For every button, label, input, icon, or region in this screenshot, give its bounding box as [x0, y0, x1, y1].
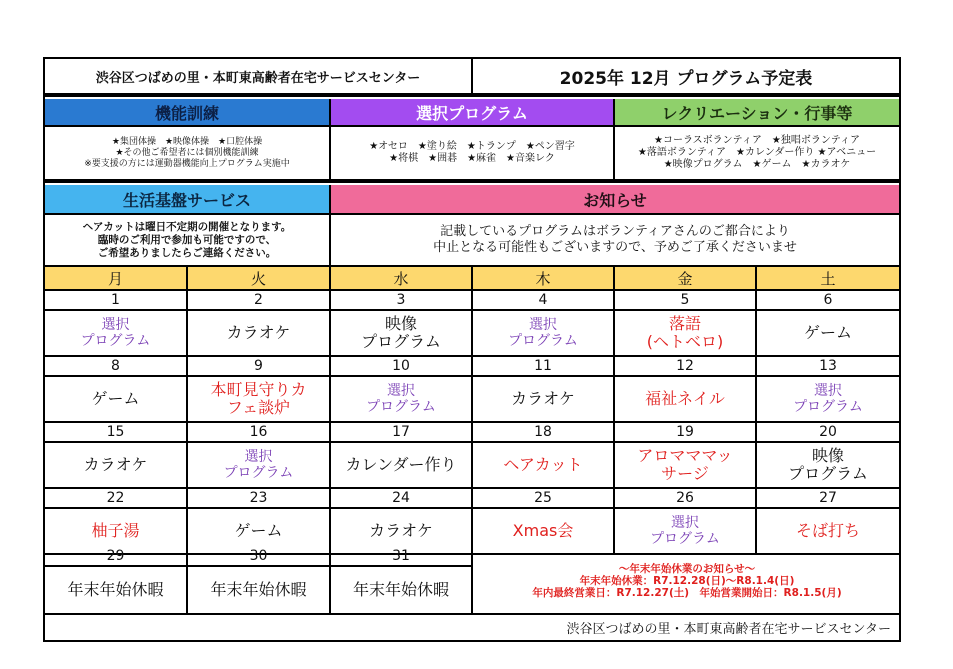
page-title: 2025年 12月 プログラム予定表 [559, 68, 813, 89]
day-number: 25 [473, 489, 615, 507]
category-seikatsu: 生活基盤サービス [45, 185, 331, 213]
footer-facility: 渋谷区つばめの里・本町東高齢者在宅サービスセンター [566, 622, 891, 637]
category-rec: レクリエーション・行事等 [615, 99, 899, 125]
week-2-events [45, 377, 899, 421]
event-text: Xmas会 [512, 521, 574, 540]
event-text: ゲーム [234, 521, 283, 540]
weekday-sat: 土 [757, 267, 899, 289]
event-text: 選択 [671, 515, 699, 531]
event-text: 福祉ネイル [645, 389, 725, 408]
day-number: 24 [331, 489, 473, 507]
day-number: 16 [188, 423, 331, 441]
event-text: 映像 [384, 314, 417, 333]
holiday-notice: ～年末年始休業のお知らせ～ 年末年始休業：R7.12.28(日)～R8.1.4(日) 年内最終営業日：R7.12.27(土) 年始営業開始日：R8.1.5(月) [532, 563, 842, 599]
day-number: 12 [615, 357, 757, 375]
event-text: 選択 [814, 383, 842, 399]
event-text: フェ談炉 [226, 398, 291, 417]
seikatsu-description: ヘアカットは曜日不定期の開催となります。 臨時のご利用で参加も可能ですので、 ご希望ありましたらご連絡ください。 [45, 215, 331, 265]
day-number: 11 [473, 357, 615, 375]
event-cell: 年末年始休暇 [331, 567, 473, 613]
day-number: 29 [45, 547, 188, 565]
event-cell [45, 443, 188, 487]
facility-name: 渋谷区つばめの里・本町東高齢者在宅サービスセンター [45, 59, 473, 93]
day-number: 2 [188, 291, 331, 309]
category-desc-row-2 [45, 215, 899, 265]
event-text: カラオケ [369, 521, 433, 540]
day-number: 23 [188, 489, 331, 507]
event-text: ヘアカット [503, 455, 583, 474]
day-number: 18 [473, 423, 615, 441]
event-cell [615, 377, 757, 421]
day-number: 26 [615, 489, 757, 507]
event-cell [188, 377, 331, 421]
event-text: そば打ち [795, 521, 860, 540]
oshirase-description: 記載しているプログラムはボランティアさんのご都合により 中止となる可能性もございますので、予めご了承くださいませ [433, 224, 797, 255]
event-text: 選択 [244, 449, 273, 465]
event-text: 選択 [101, 317, 130, 333]
day-number: 17 [331, 423, 473, 441]
event-text: 選択 [387, 383, 415, 399]
week-1-events [45, 311, 899, 355]
weekday-tue: 火 [188, 267, 331, 289]
event-cell [757, 311, 899, 355]
weekday-wed: 水 [331, 267, 473, 289]
weekday-thu: 木 [473, 267, 615, 289]
day-number: 30 [188, 547, 331, 565]
event-cell [615, 443, 757, 487]
event-cell [188, 443, 331, 487]
event-cell [473, 443, 615, 487]
event-cell [473, 377, 615, 421]
header-row [45, 59, 899, 93]
day-number: 1 [45, 291, 188, 309]
day-number: 3 [331, 291, 473, 309]
event-text: ゲーム [803, 323, 852, 342]
event-text: アロマママッ [637, 446, 733, 465]
day-number: 15 [45, 423, 188, 441]
event-text: プログラム [650, 531, 720, 547]
event-text: プログラム [366, 399, 436, 415]
event-cell: 年末年始休暇 [188, 567, 331, 613]
category-desc-row [45, 127, 899, 179]
event-cell [45, 311, 188, 355]
event-text: 柚子湯 [91, 521, 140, 540]
event-cell [473, 311, 615, 355]
day-number: 22 [45, 489, 188, 507]
weekday-fri: 金 [615, 267, 757, 289]
event-cell [45, 377, 188, 421]
day-number: 5 [615, 291, 757, 309]
day-number: 19 [615, 423, 757, 441]
event-text: カラオケ [226, 323, 291, 342]
event-text: プログラム [361, 332, 441, 351]
event-text: カレンダー作り [345, 455, 457, 474]
event-text: プログラム [508, 333, 578, 349]
day-number: 4 [473, 291, 615, 309]
event-text: カラオケ [511, 389, 575, 408]
event-text: 本町見守りカ [210, 380, 307, 399]
event-cell [331, 377, 473, 421]
event-text: 映像 [811, 446, 844, 465]
event-cell [757, 377, 899, 421]
category-band-row-2 [45, 185, 899, 213]
day-number: 10 [331, 357, 473, 375]
event-text: (ヘトベロ) [646, 332, 724, 351]
event-text: プログラム [788, 464, 868, 483]
week-2-days [45, 357, 899, 375]
event-text: ゲーム [91, 389, 140, 408]
day-number: 8 [45, 357, 188, 375]
category-kino: 機能訓練 [45, 99, 331, 125]
event-cell [188, 311, 331, 355]
event-text: カラオケ [83, 455, 148, 474]
event-text: 選択 [529, 317, 557, 333]
event-cell [331, 443, 473, 487]
week-1-days [45, 291, 899, 309]
day-number: 31 [331, 547, 473, 565]
week-3-days [45, 423, 899, 441]
event-cell [331, 311, 473, 355]
event-text: 落語 [668, 314, 701, 333]
event-cell [615, 311, 757, 355]
event-text: サージ [661, 464, 709, 483]
week-3-events [45, 443, 899, 487]
event-cell: 年末年始休暇 [45, 567, 188, 613]
day-number: 13 [819, 358, 837, 374]
category-band-row [45, 99, 899, 125]
kino-description: ★集団体操 ★映像体操 ★口腔体操 ★その他ご希望者には個別機能訓練 ※要支援の方には運動器機能向上プログラム実施中 [45, 127, 331, 179]
category-oshirase: お知らせ [331, 185, 899, 213]
event-cell [757, 443, 899, 487]
footer-row [45, 615, 899, 640]
schedule-sheet [43, 57, 901, 642]
sentaku-description: ★オセロ ★塗り絵 ★トランプ ★ペン習字 ★将棋 ★囲碁 ★麻雀 ★音楽レク [331, 127, 615, 179]
day-number: 27 [819, 490, 837, 506]
week-4-days [45, 489, 899, 507]
weekday-header [45, 267, 899, 289]
day-number: 9 [188, 357, 331, 375]
day-number: 20 [819, 424, 837, 440]
weekday-mon: 月 [45, 267, 188, 289]
event-text: プログラム [80, 333, 151, 349]
category-sentaku: 選択プログラム [331, 99, 615, 125]
event-text: プログラム [793, 399, 863, 415]
event-text: プログラム [223, 465, 294, 481]
rec-description: ★コーラスボランティア ★独唱ボランティア ★落語ボランティア ★カレンダー作り ★アベニュー ★映像プログラム ★ゲーム ★カラオケ [637, 135, 877, 170]
day-number: 6 [823, 292, 833, 308]
